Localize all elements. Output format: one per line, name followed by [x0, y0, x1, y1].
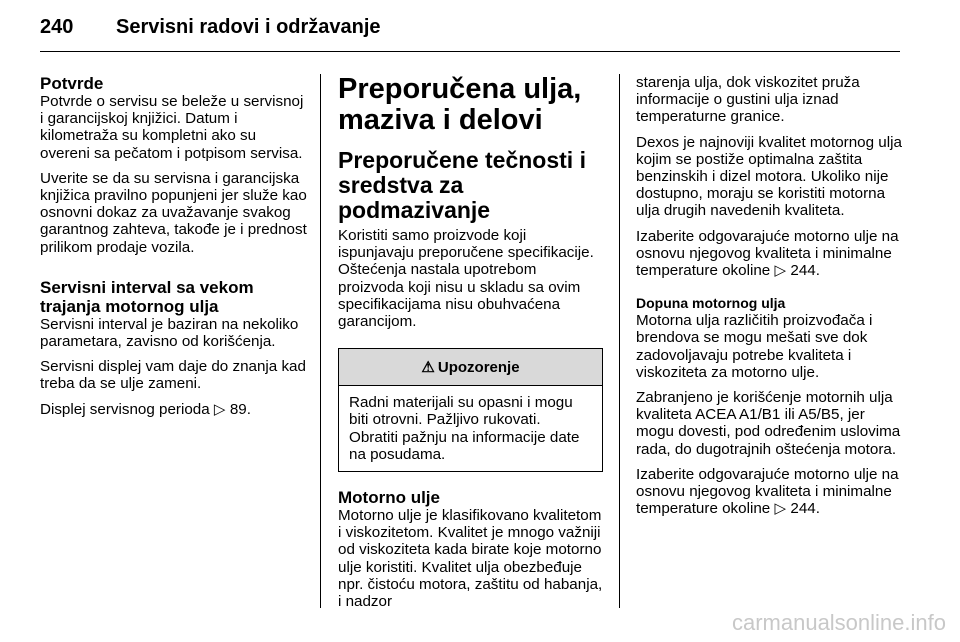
column-divider: [619, 74, 620, 608]
paragraph-ref: [40, 401, 310, 418]
page-reference[interactable]: 244.: [790, 262, 820, 280]
ref-text: Izaberite odgovarajuće motorno ulje na osnovu njegovog kvaliteta i minimalne temperature okoline: [636, 465, 899, 518]
warning-text: Radni materijali su opasni i mogu biti otrovni. Pažljivo rukovati. Obratiti pažnju na informacije date na posudama.: [349, 394, 580, 463]
warning-triangle-icon: ⚠: [421, 358, 435, 376]
page-reference[interactable]: 244.: [790, 500, 820, 518]
paragraph: Dexos je najnoviji kvalitet motornog ulja kojim se postiže optimalna zaštita benzinskih i dizel motora. Ukoliko nije dostupno, moraju se koristiti motorna ulja drugih navedenih kvaliteta.: [636, 133, 902, 220]
paragraph: Koristiti samo proizvode koji ispunjavaju preporučene specifikacije. Oštećenja nastala upotrebom proizvoda koji nisu u skladu sa ovim specifikacijama nisu obuhvaćena garancijom.: [338, 227, 594, 331]
paragraph: Potvrde o servisu se beleže u servisnoj i garancijskoj knjižici. Datum i kilometraža su kompletni ako su overeni sa pečatom i potpisom servisa.: [40, 93, 304, 162]
page-number: 240: [40, 16, 74, 38]
page-reference[interactable]: 89.: [229, 400, 251, 418]
ref-text: Izaberite odgovarajuće motorno ulje na osnovu njegovog kvaliteta i minimalne temperature okoline: [636, 227, 899, 280]
paragraph: Motorno ulje je klasifikovano kvalitetom i viskozitetom. Kvalitet je mnogo važniji od viskoziteta kada birate koje motorno ulje koristiti. Kvalitet ulja obezbeđuje npr. čistoću motora, zaštitu od habanja, i nadzor: [338, 507, 603, 611]
column-1: [40, 74, 310, 426]
heading-oil-topup: Dopuna motornog ulja: [636, 295, 786, 312]
header-rule: [40, 51, 900, 52]
watermark: carmanualsonline.info: [731, 610, 946, 635]
heading-potvrde: Potvrde: [40, 74, 104, 93]
paragraph: starenja ulja, dok viskozitet pruža informacije o gustini ulja iznad temperaturne granice.: [636, 74, 860, 126]
ref-text: Displej servisnog perioda: [40, 400, 210, 418]
ref-arrow-icon: ▷: [213, 400, 226, 418]
subsection-title: Preporučene tečnosti i sredstva za podmazivanje: [338, 147, 586, 223]
ref-arrow-icon: ▷: [774, 262, 787, 280]
paragraph: Servisni displej vam daje do znanja kad treba da se ulje zameni.: [40, 358, 306, 393]
page-title: Servisni radovi i održavanje: [116, 16, 381, 38]
warning-title: Upozorenje: [437, 358, 520, 376]
warning-header: [339, 349, 602, 386]
column-2: [338, 74, 603, 618]
paragraph: Motorna ulja različitih proizvođača i brendova se mogu mešati sve dok zadovoljavaju potrebe kvaliteta i viskoziteta za motorno ulje.: [636, 312, 873, 381]
ref-arrow-icon: ▷: [774, 500, 787, 518]
column-divider: [320, 74, 321, 608]
column-3: [636, 74, 904, 525]
section-title: Preporučena ulja, maziva i delovi: [338, 73, 582, 136]
page-header: [40, 14, 900, 50]
heading-motor-oil: Motorno ulje: [338, 488, 440, 508]
paragraph: Zabranjeno je korišćenje motornih ulja kvaliteta ACEA A1/B1 ili A5/B5, jer mogu dovesti, pod određenim uslovima rada, do dugotrajnih oštećenja motora.: [636, 389, 901, 458]
paragraph: Servisni interval je baziran na nekoliko parametara, zavisno od korišćenja.: [40, 315, 299, 351]
heading-service-interval: Servisni interval sa vekom trajanja motornog ulja: [40, 277, 254, 316]
warning-body: [339, 386, 602, 471]
paragraph-ref: [636, 466, 904, 518]
warning-box: [338, 348, 603, 472]
paragraph-ref: [636, 228, 904, 280]
paragraph: Uverite se da su servisna i garancijska knjižica pravilno popunjeni jer služe kao osnovni dokaz za uvažavanje svakog garantnog zahteva, takođe je i prednost prilikom prodaje vozila.: [40, 169, 307, 256]
